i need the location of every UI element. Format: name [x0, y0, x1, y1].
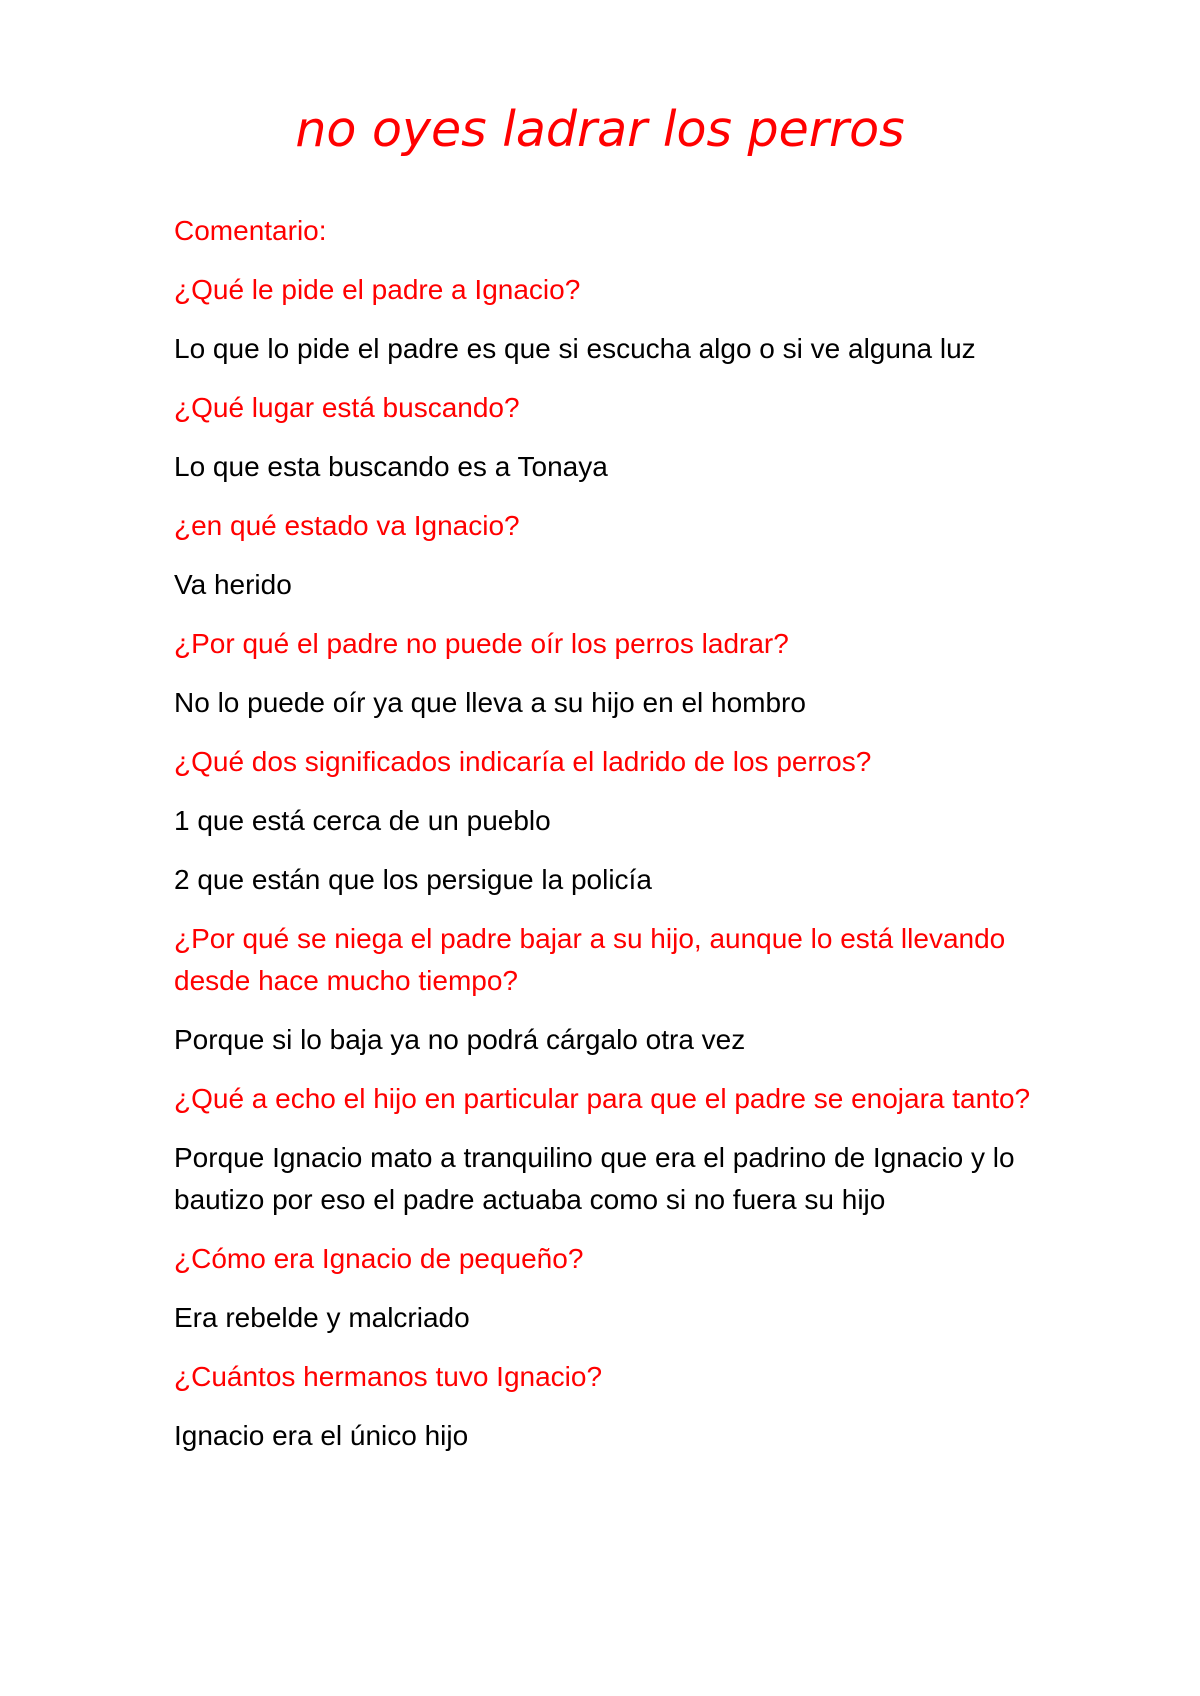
answer-2: Lo que esta buscando es a Tonaya — [174, 451, 608, 482]
answer-7: Porque Ignacio mato a tranquilino que era el padrino de Ignacio y lo bautizo por eso el padre actuaba como si no fuera su hijo — [174, 1142, 1015, 1215]
comment-label: Comentario: — [174, 215, 327, 246]
question-3: ¿en qué estado va Ignacio? — [174, 510, 520, 541]
document-title: no oyes ladrar los perros — [295, 101, 905, 158]
question-9: ¿Cuántos hermanos tuvo Ignacio? — [174, 1361, 603, 1392]
answer-4: No lo puede oír ya que lleva a su hijo en el hombro — [174, 687, 806, 718]
document-body — [174, 210, 1054, 1474]
answer-1: Lo que lo pide el padre es que si escucha algo o si ve alguna luz — [174, 333, 976, 364]
question-2: ¿Qué lugar está buscando? — [174, 392, 520, 423]
question-5: ¿Qué dos significados indicaría el ladrido de los perros? — [174, 746, 872, 777]
question-1: ¿Qué le pide el padre a Ignacio? — [174, 274, 581, 305]
answer-5b: 2 que están que los persigue la policía — [174, 864, 652, 895]
question-8: ¿Cómo era Ignacio de pequeño? — [174, 1243, 584, 1274]
answer-8: Era rebelde y malcriado — [174, 1302, 470, 1333]
question-7: ¿Qué a echo el hijo en particular para que el padre se enojara tanto? — [174, 1083, 1031, 1114]
question-6: ¿Por qué se niega el padre bajar a su hijo, aunque lo está llevando desde hace mucho tiempo? — [174, 923, 1006, 996]
answer-3: Va herido — [174, 569, 292, 600]
answer-5a: 1 que está cerca de un pueblo — [174, 805, 551, 836]
answer-9: Ignacio era el único hijo — [174, 1420, 469, 1451]
question-4: ¿Por qué el padre no puede oír los perros ladrar? — [174, 628, 789, 659]
answer-6: Porque si lo baja ya no podrá cárgalo otra vez — [174, 1024, 746, 1055]
